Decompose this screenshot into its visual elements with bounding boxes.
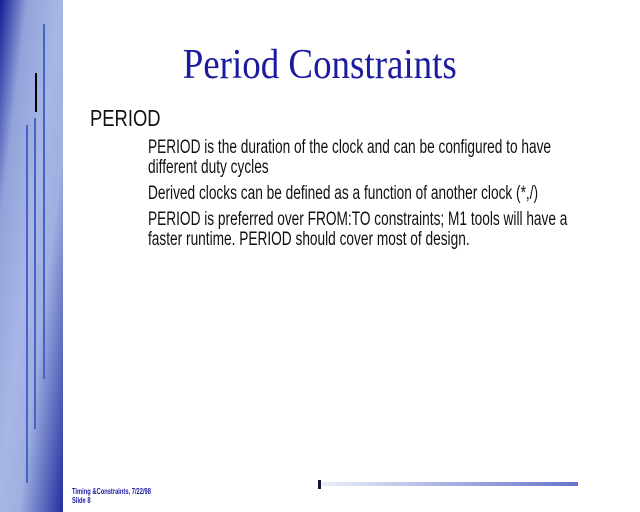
bullet-1-line-2: different duty cycles (148, 157, 269, 178)
sidebar-accent-line-middle (34, 118, 36, 429)
slide-title: Period Constraints (182, 42, 458, 88)
diamond-bullet-icon (122, 138, 148, 144)
bullet-3-line-1: PERIOD is preferred over FROM:TO constraints; M1 tools will have a (148, 209, 568, 230)
bullet-1-line-1: PERIOD is the duration of the clock and can be configured to have (148, 137, 552, 158)
bullet-text-3 (148, 210, 640, 250)
footer-title-date: Timing &Constraints, 7/22/98 (72, 487, 151, 496)
diamond-bullet-icon (122, 184, 148, 190)
bullet-item-2 (122, 184, 622, 204)
bullet-item-3 (122, 210, 622, 250)
body-heading (90, 106, 178, 130)
body-heading-text: PERIOD (90, 105, 161, 131)
bottom-divider-rule (319, 482, 578, 486)
bullet-text-2 (148, 184, 640, 204)
bullet-item-1 (122, 138, 622, 178)
bullet-2-line-1: Derived clocks can be defined as a function of another clock (*,/) (148, 183, 539, 204)
diamond-bullet-icon (122, 210, 148, 216)
sidebar-accent-line-left (26, 125, 28, 483)
bullet-3-line-2: faster runtime. PERIOD should cover most of design. (148, 229, 470, 250)
slide-footer (72, 487, 182, 505)
bottom-divider-tick (318, 480, 321, 489)
bullet-list (122, 138, 622, 256)
slide-title-area (0, 42, 640, 88)
footer-slide-number: Slide 8 (72, 496, 91, 505)
bullet-text-1 (148, 138, 640, 178)
